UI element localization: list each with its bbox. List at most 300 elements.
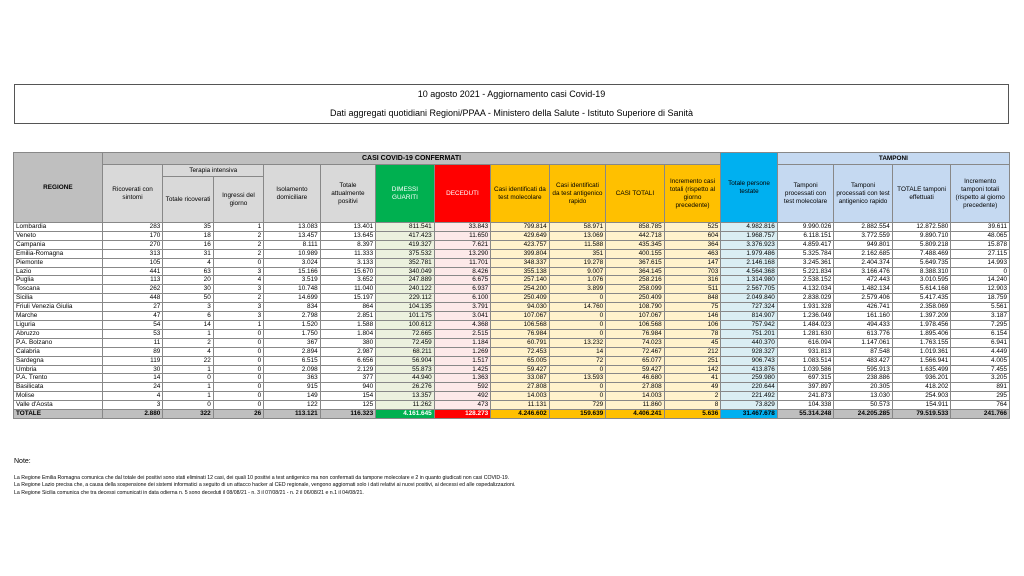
table-cell: 3.187 (951, 312, 1010, 321)
table-cell: 2.515 (434, 329, 491, 338)
table-cell: 340.049 (376, 267, 435, 276)
table-cell: 0 (549, 383, 606, 392)
table-cell: 5.561 (951, 303, 1010, 312)
table-cell: 2.880 (102, 410, 163, 419)
table-cell: 397.897 (777, 383, 834, 392)
table-cell: 426.741 (834, 303, 893, 312)
table-row (14, 338, 1010, 347)
region-cell: Sardegna (14, 356, 103, 365)
table-cell: 6 (163, 312, 213, 321)
table-cell: 283 (102, 223, 163, 232)
table-cell: 20.305 (834, 383, 893, 392)
table-cell: 4.449 (951, 347, 1010, 356)
table-cell: 10.989 (264, 249, 321, 258)
header-isolamento: Isolamento domiciliare (264, 165, 321, 223)
table-cell: 4.406.241 (606, 410, 665, 419)
table-cell: 142 (664, 365, 721, 374)
table-cell: 19.278 (549, 258, 606, 267)
table-cell: 18.759 (951, 294, 1010, 303)
table-row (14, 303, 1010, 312)
table-cell: 472.443 (834, 276, 893, 285)
table-cell: 1.588 (320, 320, 375, 329)
table-cell: 2 (213, 231, 263, 240)
table-cell: 417.423 (376, 231, 435, 240)
table-cell: 2 (664, 392, 721, 401)
table-cell: 11.860 (606, 401, 665, 410)
table-cell: 4.246.602 (491, 410, 550, 419)
table-cell: 149 (264, 392, 321, 401)
table-cell: 5.614.168 (892, 285, 951, 294)
table-cell: 1.895.406 (892, 329, 951, 338)
table-cell: 429.649 (491, 231, 550, 240)
table-cell: 1.978.456 (892, 320, 951, 329)
table-cell: 56.904 (376, 356, 435, 365)
table-cell: 1.147.061 (834, 338, 893, 347)
table-cell: 14.760 (549, 303, 606, 312)
region-cell: TOTALE (14, 410, 103, 419)
table-cell: 13.401 (320, 223, 375, 232)
header-terapia-intensiva: Terapia intensiva (163, 165, 264, 177)
table-cell: 94.030 (491, 303, 550, 312)
table-row (14, 223, 1010, 232)
table-cell: 915 (264, 383, 321, 392)
table-cell: 1.750 (264, 329, 321, 338)
table-cell: 1.314.980 (721, 276, 778, 285)
table-cell: 14.699 (264, 294, 321, 303)
table-cell: 2.567.705 (721, 285, 778, 294)
table-row (14, 347, 1010, 356)
table-cell: 1.184 (434, 338, 491, 347)
table-cell: 250.409 (491, 294, 550, 303)
table-row (14, 285, 1010, 294)
table-cell: 367 (264, 338, 321, 347)
table-cell: 2 (213, 294, 263, 303)
table-cell: 5.636 (664, 410, 721, 419)
table-row (14, 240, 1010, 249)
table-cell: 0 (213, 383, 263, 392)
table-cell: 30 (163, 285, 213, 294)
table-cell: 7.295 (951, 320, 1010, 329)
region-cell: Valle d'Aosta (14, 401, 103, 410)
table-row (14, 312, 1010, 321)
table-cell: 100.612 (376, 320, 435, 329)
table-cell: 65.077 (606, 356, 665, 365)
table-cell: 940 (320, 383, 375, 392)
table-cell: 14 (549, 347, 606, 356)
table-cell: 931.813 (777, 347, 834, 356)
header-casi-confermati: CASI COVID-19 CONFERMATI (102, 153, 721, 165)
table-cell: 757.942 (721, 320, 778, 329)
region-cell: Piemonte (14, 258, 103, 267)
table-cell: 592 (434, 383, 491, 392)
table-cell: 2.129 (320, 365, 375, 374)
table-cell: 13.457 (264, 231, 321, 240)
table-cell: 1.236.049 (777, 312, 834, 321)
table-cell: 10.748 (264, 285, 321, 294)
table-cell: 0 (549, 365, 606, 374)
table-cell: 1.979.486 (721, 249, 778, 258)
table-cell: 72.459 (376, 338, 435, 347)
table-cell: 4.982.816 (721, 223, 778, 232)
table-cell: 0 (213, 365, 263, 374)
table-cell: 1 (163, 365, 213, 374)
table-cell: 0 (213, 338, 263, 347)
table-cell: 2.162.685 (834, 249, 893, 258)
table-cell: 74.023 (606, 338, 665, 347)
header-attualmente-positivi: Totale attualmente positivi (320, 165, 375, 223)
table-cell: 2.049.840 (721, 294, 778, 303)
table-cell: 848 (664, 294, 721, 303)
table-cell: 364.145 (606, 267, 665, 276)
table-cell: 2.538.152 (777, 276, 834, 285)
table-cell: 316 (664, 276, 721, 285)
region-cell: Puglia (14, 276, 103, 285)
table-cell: 0 (549, 329, 606, 338)
table-cell: 113.121 (264, 410, 321, 419)
table-cell: 13.290 (434, 249, 491, 258)
table-cell: 13.083 (264, 223, 321, 232)
table-cell: 27 (102, 303, 163, 312)
table-cell: 258.099 (606, 285, 665, 294)
table-cell: 15.878 (951, 240, 1010, 249)
table-cell: 6.937 (434, 285, 491, 294)
table-cell: 616.094 (777, 338, 834, 347)
region-cell: Calabria (14, 347, 103, 356)
table-cell: 1 (213, 223, 263, 232)
table-cell: 31 (163, 249, 213, 258)
table-cell: 2.579.406 (834, 294, 893, 303)
table-cell: 377 (320, 374, 375, 383)
table-cell: 72 (549, 356, 606, 365)
table-cell: 11 (102, 338, 163, 347)
table-cell: 834 (264, 303, 321, 312)
table-cell: 0 (213, 329, 263, 338)
table-row (14, 320, 1010, 329)
table-cell: 113 (102, 276, 163, 285)
header-incremento-casi: Incremento casi totali (rispetto al giorno precedente) (664, 165, 721, 223)
table-cell: 1.281.630 (777, 329, 834, 338)
table-cell: 11.650 (434, 231, 491, 240)
header-ti-ingressi: Ingressi del giorno (213, 177, 263, 223)
table-cell: 240.122 (376, 285, 435, 294)
table-cell: 1.363 (434, 374, 491, 383)
table-cell: 58.971 (549, 223, 606, 232)
table-cell: 108.790 (606, 303, 665, 312)
table-cell: 352.781 (376, 258, 435, 267)
table-cell: 6.675 (434, 276, 491, 285)
table-cell: 483.427 (834, 356, 893, 365)
table-cell: 76.984 (606, 329, 665, 338)
table-cell: 11.131 (491, 401, 550, 410)
table-cell: 55.873 (376, 365, 435, 374)
table-cell: 0 (213, 392, 263, 401)
table-cell: 78 (664, 329, 721, 338)
table-cell: 39.611 (951, 223, 1010, 232)
table-cell: 254.903 (892, 392, 951, 401)
table-cell: 375.532 (376, 249, 435, 258)
table-cell: 8.426 (434, 267, 491, 276)
table-cell: 104.135 (376, 303, 435, 312)
table-cell: 949.801 (834, 240, 893, 249)
table-cell: 2 (163, 338, 213, 347)
table-row (14, 294, 1010, 303)
region-cell: Liguria (14, 320, 103, 329)
table-cell: 53 (102, 329, 163, 338)
note-lazio: La Regione Lazio precisa che, a causa della sospensione dei sistemi informatici a seguito di un attacco hacker al CED regionale, vengono aggiornati solo i dati relativi ai nuovi positivi, ai decessi ed alle ospedalizzazioni. (14, 482, 516, 488)
table-row (14, 249, 1010, 258)
table-cell: 7.455 (951, 365, 1010, 374)
table-cell: 107.067 (491, 312, 550, 321)
table-cell: 11.701 (434, 258, 491, 267)
table-cell: 3.205 (951, 374, 1010, 383)
table-cell: 106 (664, 320, 721, 329)
table-cell: 59.427 (491, 365, 550, 374)
table-cell: 0 (549, 320, 606, 329)
table-row (14, 365, 1010, 374)
table-cell: 0 (549, 312, 606, 321)
header-tamp-molecolare: Tamponi processati con test molecolare (777, 165, 834, 223)
table-cell: 14.240 (951, 276, 1010, 285)
header-ricoverati: Ricoverati con sintomi (102, 165, 163, 223)
table-cell: 72.453 (491, 347, 550, 356)
table-cell: 50 (163, 294, 213, 303)
table-cell: 3 (213, 267, 263, 276)
table-cell: 1.763.155 (892, 338, 951, 347)
table-cell: 814.907 (721, 312, 778, 321)
table-cell: 729 (549, 401, 606, 410)
header-ti-totale: Totale ricoverati (163, 177, 213, 223)
table-cell: 33.843 (434, 223, 491, 232)
table-cell: 3 (213, 285, 263, 294)
table-cell: 15.166 (264, 267, 321, 276)
table-cell: 13.232 (549, 338, 606, 347)
table-cell: 6.154 (951, 329, 1010, 338)
table-cell: 0 (213, 258, 263, 267)
table-cell: 20 (163, 276, 213, 285)
table-cell: 5.809.218 (892, 240, 951, 249)
table-cell: 122 (264, 401, 321, 410)
table-cell: 270 (102, 240, 163, 249)
table-cell: 2.098 (264, 365, 321, 374)
table-cell: 9.990.026 (777, 223, 834, 232)
table-cell: 492 (434, 392, 491, 401)
table-cell: 46.680 (606, 374, 665, 383)
table-cell: 399.804 (491, 249, 550, 258)
table-cell: 355.138 (491, 267, 550, 276)
region-cell: Basilicata (14, 383, 103, 392)
header-casi-antigenico: Casi identificati da test antigenico rapido (549, 165, 606, 223)
table-cell: 75 (664, 303, 721, 312)
table-cell: 463 (664, 249, 721, 258)
table-cell: 89 (102, 347, 163, 356)
table-cell: 101.175 (376, 312, 435, 321)
table-cell: 251 (664, 356, 721, 365)
table-cell: 3.010.595 (892, 276, 951, 285)
table-cell: 33.087 (491, 374, 550, 383)
table-cell: 400.155 (606, 249, 665, 258)
report-title-box (14, 84, 1009, 124)
table-cell: 864 (320, 303, 375, 312)
table-row (14, 383, 1010, 392)
table-cell: 2.851 (320, 312, 375, 321)
header-tamponi: TAMPONI (777, 153, 1009, 165)
table-cell: 258.216 (606, 276, 665, 285)
table-cell: 128.273 (434, 410, 491, 419)
table-cell: 413.876 (721, 365, 778, 374)
covid-data-table (13, 152, 1010, 419)
report-subtitle: Dati aggregati quotidiani Regioni/PPAA - Ministero della Salute - Istituto Superiore di Sanità (329, 108, 694, 118)
table-cell: 1.517 (434, 356, 491, 365)
table-cell: 44.940 (376, 374, 435, 383)
table-cell: 1.635.499 (892, 365, 951, 374)
table-cell: 11.040 (320, 285, 375, 294)
table-cell: 47 (102, 312, 163, 321)
table-cell: 419.327 (376, 240, 435, 249)
table-cell: 16 (163, 240, 213, 249)
table-cell: 440.370 (721, 338, 778, 347)
table-cell: 212 (664, 347, 721, 356)
table-cell: 473 (434, 401, 491, 410)
table-cell: 107.067 (606, 312, 665, 321)
table-cell: 764 (951, 401, 1010, 410)
table-cell: 79.519.533 (892, 410, 951, 419)
table-cell: 27.115 (951, 249, 1010, 258)
region-cell: Molise (14, 392, 103, 401)
table-cell: 14.003 (491, 392, 550, 401)
table-cell: 49 (664, 383, 721, 392)
table-cell: 220.644 (721, 383, 778, 392)
table-cell: 45 (664, 338, 721, 347)
table-cell: 811.541 (376, 223, 435, 232)
table-cell: 3.245.361 (777, 258, 834, 267)
table-cell: 0 (163, 374, 213, 383)
table-cell: 511 (664, 285, 721, 294)
table-cell: 1.968.757 (721, 231, 778, 240)
region-cell: P.A. Trento (14, 374, 103, 383)
table-cell: 1.931.328 (777, 303, 834, 312)
header-persone-testate: Totale persone testate (721, 153, 778, 223)
table-cell: 6.118.151 (777, 231, 834, 240)
table-cell: 5.325.784 (777, 249, 834, 258)
table-cell: 11.588 (549, 240, 606, 249)
table-cell: 22 (163, 356, 213, 365)
table-cell: 147 (664, 258, 721, 267)
table-cell: 3.519 (264, 276, 321, 285)
note-emilia-romagna: La Regione Emilia Romagna comunica che dal totale dei positivi sono stati eliminati 12 casi, dei quali 10 positivi a test antigenico ma non confermati da tampone molecolare e 2 in quanto giudicati non casi COVID-19. (14, 474, 510, 481)
table-cell: 1.520 (264, 320, 321, 329)
table-cell: 2.358.069 (892, 303, 951, 312)
table-cell: 146 (664, 312, 721, 321)
table-cell: 0 (951, 267, 1010, 276)
table-cell: 0 (213, 356, 263, 365)
table-cell: 6.941 (951, 338, 1010, 347)
table-cell: 65.005 (491, 356, 550, 365)
table-cell: 380 (320, 338, 375, 347)
table-cell: 27.808 (606, 383, 665, 392)
table-cell: 4 (102, 392, 163, 401)
table-cell: 367.615 (606, 258, 665, 267)
table-cell: 703 (664, 267, 721, 276)
table-cell: 799.814 (491, 223, 550, 232)
region-cell: Campania (14, 240, 103, 249)
table-cell: 1.566.941 (892, 356, 951, 365)
table-cell: 30 (102, 365, 163, 374)
table-cell: 2.404.374 (834, 258, 893, 267)
table-cell: 4.859.417 (777, 240, 834, 249)
table-cell: 525 (664, 223, 721, 232)
table-cell: 0 (549, 294, 606, 303)
header-casi-totali: CASI TOTALI (606, 165, 665, 223)
table-cell: 41 (664, 374, 721, 383)
table-cell: 63 (163, 267, 213, 276)
table-cell: 105 (102, 258, 163, 267)
table-cell: 13.593 (549, 374, 606, 383)
table-cell: 106.568 (606, 320, 665, 329)
table-cell: 11.333 (320, 249, 375, 258)
table-cell: 3.024 (264, 258, 321, 267)
table-cell: 11.262 (376, 401, 435, 410)
table-cell: 73.829 (721, 401, 778, 410)
table-row (14, 267, 1010, 276)
table-cell: 72.467 (606, 347, 665, 356)
table-cell: 4 (163, 258, 213, 267)
table-cell: 3.899 (549, 285, 606, 294)
table-cell: 6.656 (320, 356, 375, 365)
table-cell: 0 (213, 401, 263, 410)
report-title: 10 agosto 2021 - Aggiornamento casi Covid-19 (417, 89, 606, 99)
table-cell: 435.345 (606, 240, 665, 249)
table-cell: 4.161.645 (376, 410, 435, 419)
table-cell: 15.670 (320, 267, 375, 276)
table-cell: 241.873 (777, 392, 834, 401)
table-cell: 229.112 (376, 294, 435, 303)
table-row (14, 392, 1010, 401)
table-cell: 1.425 (434, 365, 491, 374)
table-cell: 14.003 (606, 392, 665, 401)
table-cell: 751.201 (721, 329, 778, 338)
table-cell: 928.327 (721, 347, 778, 356)
table-cell: 72.665 (376, 329, 435, 338)
table-cell: 9.890.710 (892, 231, 951, 240)
table-cell: 2.882.554 (834, 223, 893, 232)
table-cell: 6.515 (264, 356, 321, 365)
table-cell: 3 (213, 312, 263, 321)
table-cell: 4 (213, 276, 263, 285)
table-cell: 2.987 (320, 347, 375, 356)
table-cell: 1 (163, 329, 213, 338)
table-cell: 1 (213, 320, 263, 329)
table-cell: 418.202 (892, 383, 951, 392)
table-cell: 14 (102, 374, 163, 383)
table-cell: 13.645 (320, 231, 375, 240)
table-cell: 697.315 (777, 374, 834, 383)
table-cell: 3.041 (434, 312, 491, 321)
table-cell: 8.397 (320, 240, 375, 249)
table-cell: 2.894 (264, 347, 321, 356)
table-cell: 448 (102, 294, 163, 303)
table-cell: 13.069 (549, 231, 606, 240)
table-cell: 3 (213, 303, 263, 312)
table-cell: 3.166.476 (834, 267, 893, 276)
table-cell: 154 (320, 392, 375, 401)
table-cell: 106.568 (491, 320, 550, 329)
table-cell: 4 (163, 347, 213, 356)
table-cell: 250.409 (606, 294, 665, 303)
table-cell: 104.338 (777, 401, 834, 410)
table-cell: 238.886 (834, 374, 893, 383)
table-cell: 5.221.834 (777, 267, 834, 276)
table-cell: 5.417.435 (892, 294, 951, 303)
